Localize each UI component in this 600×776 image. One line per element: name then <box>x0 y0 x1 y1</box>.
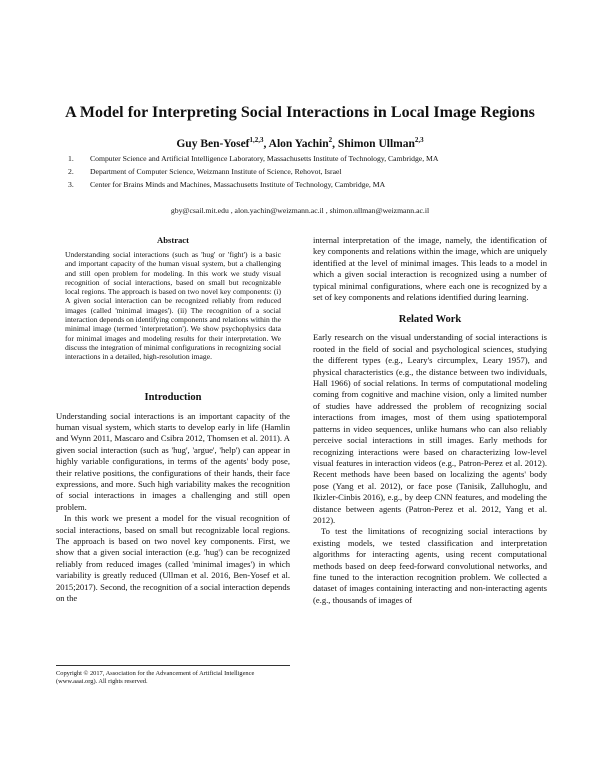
affiliation-text: Department of Computer Science, Weizmann Institute of Science, Rehovot, Israel <box>90 167 342 177</box>
affiliation-number: 1. <box>68 154 74 163</box>
introduction-continuation: internal interpretation of the image, namely, the identification of key components and relations within the image, which are uniquely identified at the level of minimal images. This leads to a model in which a given social interaction is recognized using a number of typical minimal configurations, where each one is recognized by a set of key components and relations identified during learning. <box>313 235 547 303</box>
paper-title: A Model for Interpreting Social Interactions in Local Image Regions <box>65 104 535 121</box>
left-column <box>56 235 290 604</box>
affiliation-list <box>68 152 548 192</box>
affiliation-number: 3. <box>68 180 74 190</box>
copyright-footnote: Copyright © 2017, Association for the Advancement of Artificial Intelligence (www.aaai.org). All rights reserved. <box>56 665 290 686</box>
author-affil-mark: 2 <box>328 136 333 144</box>
author-name: Shimon Ullman <box>337 137 415 150</box>
author-affil-mark: 1,2,3 <box>249 136 264 144</box>
affiliation-text: Computer Science and Artificial Intelligence Laboratory, Massachusetts Institute of Technology, Cambridge, MA <box>90 154 439 163</box>
affiliation-text: Center for Brains Minds and Machines, Massachusetts Institute of Technology, Cambridge, MA <box>90 180 386 190</box>
author-affil-mark: 2,3 <box>414 136 424 144</box>
introduction-heading: Introduction <box>144 391 202 403</box>
introduction-paragraph: Understanding social interactions is an important capacity of the human visual system, which starts to develop early in life (Hamlin and Wynn 2011, Mascaro and Csibra 2012, Thomsen et al. 2011). A given social interaction (such as 'hug', 'argue', 'help') can appear in highly variable configurations, in terms of the agents' body pose, their relative positions, the configurations of their hands, their face expressions, and more. Such high variability makes the recognition of social interactions in images a challenging and still open problem. <box>56 410 290 512</box>
related-work-paragraph: Early research on the visual understanding of social interactions is rooted in the field of social and psychological sciences, studying the different types (e.g., Leary's circumplex, Leary 1957), and physical characteristics (e.g., the distance between two individuals, Hall 1966) of social relations. In terms of computational modeling coming from cognitive and machine vision, only a limited number of studies have addressed the problem of recognizing social interactions from images, most of them using spatiotemporal patterns in video sequences, unlike humans who can also reliably perceive social interactions in still images. Early methods for recognizing interactions were based on characterizing low-level visual features in interaction videos (e.g., Patron-Perez et al. 2012). Recent methods have been based on localizing the agents' body pose (Yang et al. 2012), or face pose (Tanisik, Zalluhoglu, and Ikizler-Cinbis 2016), e.g., by deep CNN features, and modeling the distance between agents (Patron-Perez et al. 2012, Yang et al. 2012). <box>313 332 547 525</box>
author-line: Guy Ben-Yosef$^{1,2,3}$, Alon Yachin$^2$, Shimon Ullman$^{2,3}$ <box>176 136 424 150</box>
abstract-heading: Abstract <box>157 235 189 245</box>
related-work-heading: Related Work <box>398 314 462 326</box>
author-name: Alon Yachin <box>268 137 329 150</box>
related-work-paragraph: To test the limitations of recognizing social interactions by existing models, we tested classification and interpretation algorithms for interacting agents, using recent computational methods based on deep feed-forward convolutional networks, and fine tuned to the interaction recognition problem. We collected a dataset of images containing interacting and non-interacting agents (e.g., thousands of images of <box>313 526 547 605</box>
introduction-paragraph: In this work we present a model for the visual recognition of social interactions, based on small but recognizable local regions. The approach is based on two novel key components. First, we show that a given social interaction (e.g. 'hug') can be recognized reliably from reduced images (called 'minimal images') in which variability is greatly reduced (Ullman et al. 2016, Ben-Yosef et al. 2015;2017). Second, the recognition of a social interaction depends on the <box>56 513 290 604</box>
author-emails: gby@csail.mit.edu , alon.yachin@weizmann.ac.il , shimon.ullman@weizmann.ac.il <box>170 206 430 215</box>
author-name: Guy Ben-Yosef <box>176 137 250 150</box>
affiliation-item <box>68 165 548 178</box>
right-column <box>313 235 547 606</box>
affiliation-item <box>68 178 548 191</box>
abstract-text: Understanding social interactions (such as 'hug' or 'fight') is a basic and important capacity of the human visual system, but a challenging and still open problem for modeling. In this work we study visual recognition of social interactions, based on small but recognizable local regions. The approach is based on two novel key components: (i) A given social interaction can be recognized reliably from reduced images (called 'minimal images'). (ii) The recognition of a social interaction depends on identifying components and relations within the minimal image (termed 'interpretation'). We show psychophysics data for minimal images and modeling results for their interpretation. We discuss the integration of minimal configurations in recognizing social interactions in a detailed, high-resolution image. <box>65 250 281 362</box>
affiliation-item <box>68 152 548 165</box>
affiliation-number: 2. <box>68 167 74 177</box>
